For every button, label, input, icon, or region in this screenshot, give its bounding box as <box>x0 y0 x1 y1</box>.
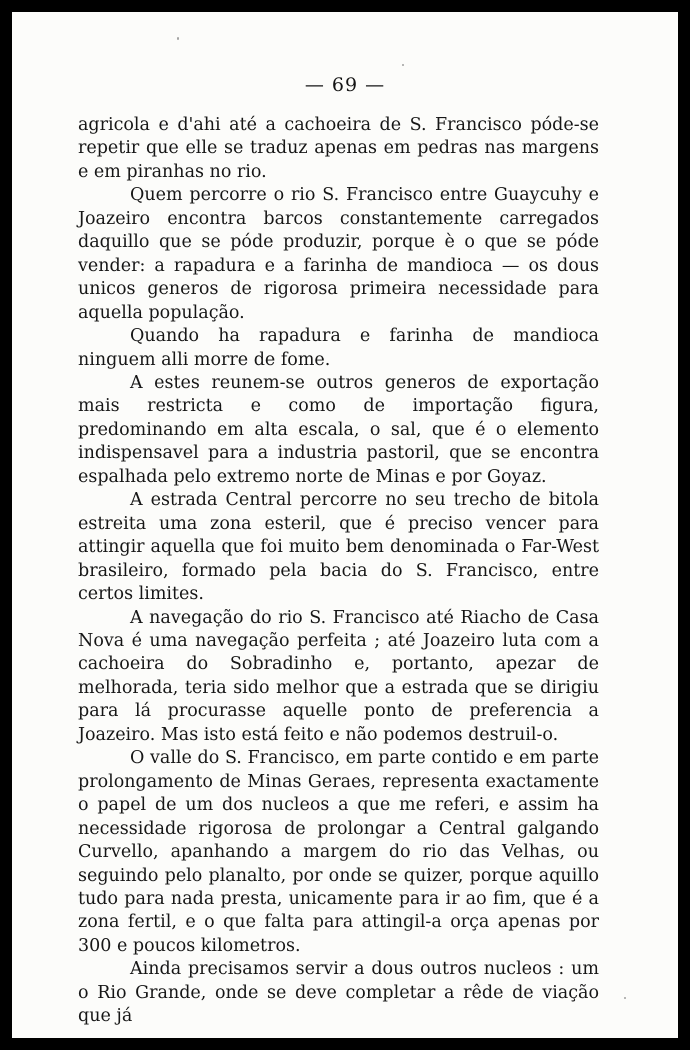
paragraph-6: A navegação do rio S. Francisco até Riacho de Casa Nova é uma navegação perfeita ; até Joazeiro luta com a cachoeira do Sobradinho e, portanto, apezar de melhorada, teria sido melhor que a estrada que se dirigiu para lá procurasse aquelle ponto de preferencia a Joazeiro. Mas isto está feito e não podemos destruil-o. <box>78 607 599 745</box>
scan-speck <box>624 997 626 999</box>
scan-speck <box>177 37 179 40</box>
scan-speck <box>402 64 404 66</box>
scanned-page <box>12 12 678 1038</box>
paragraph-4: A estes reunem-se outros generos de exportação mais restricta e como de importação figura, predominando em alta escala, o sal, que é o elemento indispensavel para a industria pastoril, que se encontra espalhada pelo extremo norte de Minas e por Goyaz. <box>78 372 599 487</box>
paragraph-3: Quando ha rapadura e farinha de mandioca ninguem alli morre de fome. <box>78 326 599 370</box>
paragraph-7: O valle do S. Francisco, em parte contido e em parte prolongamento de Minas Geraes, representa exactamente o papel de um dos nucleos a que me referi, e assim ha necessidade rigorosa de prolongar a Central galgando Curvello, apanhando a margem do rio das Velhas, ou seguindo pelo planalto, por onde se quizer, porque aquillo tudo para nada presta, unicamente para ir ao fim, que é a zona fertil, e o que falta para attingil-a orça apenas por 300 e poucos kilometros. <box>78 748 599 956</box>
paragraph-8: Ainda precisamos servir a dous outros nucleos : um o Rio Grande, onde se deve completar a rêde de viação que já <box>78 959 599 1027</box>
body-text <box>78 114 599 1029</box>
paragraph-5: A estrada Central percorre no seu trecho de bitola estreita uma zona esteril, que é preciso vencer para attingir aquella que foi muito bem denominada o Far-West brasileiro, formado pela bacia do S. Francisco, entre certos limites. <box>78 490 599 605</box>
page-number: — 69 — <box>304 74 386 96</box>
paragraph-1: agricola e d'ahi até a cachoeira de S. Francisco póde-se repetir que elle se traduz apenas em pedras nas margens e em piranhas no rio. <box>78 115 599 182</box>
paragraph-2: Quem percorre o rio S. Francisco entre Guaycuhy e Joazeiro encontra barcos constantemente carregados daquillo que se póde produzir, porque è o que se póde vender: a rapadura e a farinha de mandioca — os dous unicos generos de rigorosa primeira necessidade para aquella população. <box>78 185 599 323</box>
